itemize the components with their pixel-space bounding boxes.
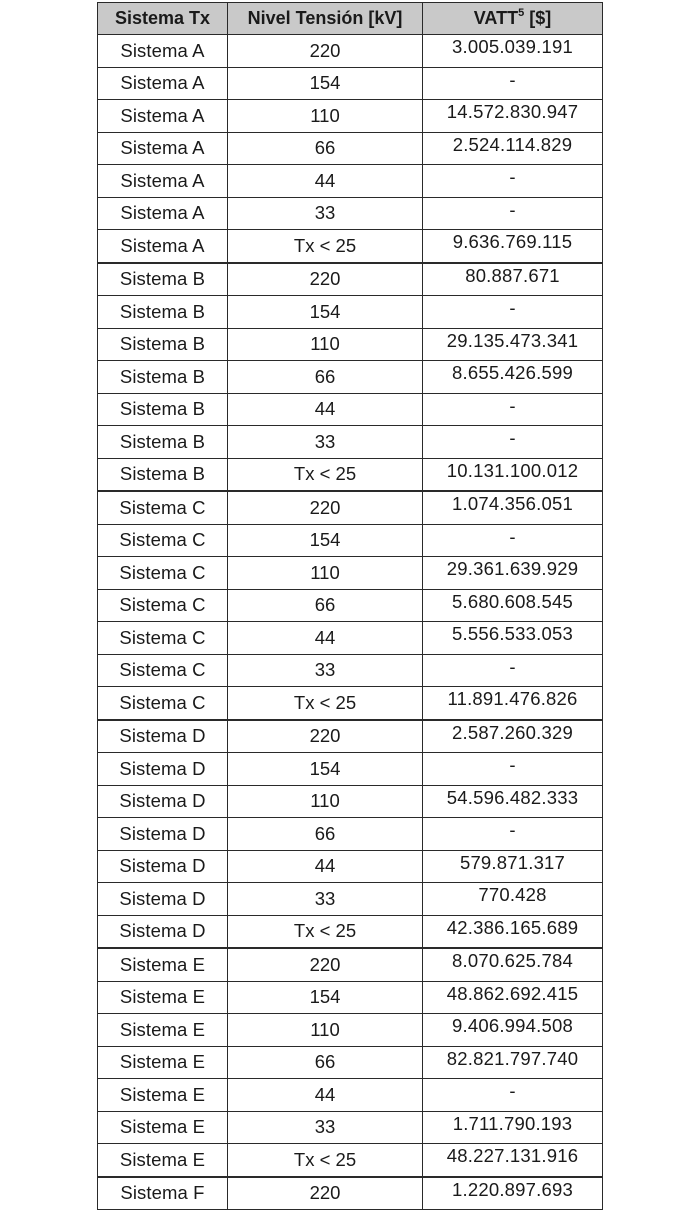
- header-system: Sistema Tx: [98, 3, 228, 35]
- cell-voltage: 220: [228, 263, 423, 296]
- cell-system: Sistema B: [98, 393, 228, 426]
- table-row: [98, 654, 603, 687]
- table-row: [98, 622, 603, 655]
- cell-vatt: -: [423, 1079, 603, 1112]
- table-row: [98, 458, 603, 491]
- table-row: [98, 589, 603, 622]
- cell-system: Sistema A: [98, 230, 228, 263]
- cell-system: Sistema A: [98, 165, 228, 198]
- cell-voltage: 110: [228, 1014, 423, 1047]
- cell-vatt: -: [423, 393, 603, 426]
- table-row: [98, 687, 603, 720]
- table-row: [98, 67, 603, 100]
- table-row: [98, 100, 603, 133]
- cell-vatt: 5.556.533.053: [423, 622, 603, 655]
- cell-vatt: -: [423, 67, 603, 100]
- table-row: [98, 296, 603, 329]
- cell-voltage: 220: [228, 1177, 423, 1210]
- cell-vatt: 1.220.897.693: [423, 1177, 603, 1210]
- table-row: [98, 35, 603, 68]
- cell-voltage: 66: [228, 132, 423, 165]
- table-row: [98, 165, 603, 198]
- cell-voltage: 110: [228, 557, 423, 590]
- table-row: [98, 491, 603, 524]
- cell-voltage: Tx < 25: [228, 230, 423, 263]
- cell-vatt: -: [423, 818, 603, 851]
- cell-vatt: 2.587.260.329: [423, 720, 603, 753]
- header-vatt-footnote: 5: [518, 7, 525, 19]
- cell-vatt: 48.862.692.415: [423, 981, 603, 1014]
- cell-voltage: 33: [228, 426, 423, 459]
- cell-system: Sistema C: [98, 654, 228, 687]
- cell-voltage: 33: [228, 1111, 423, 1144]
- cell-system: Sistema C: [98, 589, 228, 622]
- cell-voltage: 66: [228, 361, 423, 394]
- cell-voltage: 110: [228, 785, 423, 818]
- cell-vatt: 29.135.473.341: [423, 328, 603, 361]
- header-voltage: Nivel Tensión [kV]: [228, 3, 423, 35]
- cell-system: Sistema A: [98, 100, 228, 133]
- cell-system: Sistema A: [98, 197, 228, 230]
- table-row: [98, 524, 603, 557]
- table-row: [98, 850, 603, 883]
- cell-vatt: -: [423, 197, 603, 230]
- cell-voltage: Tx < 25: [228, 687, 423, 720]
- cell-voltage: 33: [228, 883, 423, 916]
- table-row: [98, 426, 603, 459]
- cell-voltage: Tx < 25: [228, 915, 423, 948]
- cell-system: Sistema B: [98, 361, 228, 394]
- table-row: [98, 1177, 603, 1210]
- cell-voltage: 220: [228, 35, 423, 68]
- cell-vatt: 11.891.476.826: [423, 687, 603, 720]
- header-vatt-unit: [$]: [524, 8, 552, 28]
- cell-vatt: 3.005.039.191: [423, 35, 603, 68]
- table-row: [98, 1079, 603, 1112]
- cell-vatt: 9.636.769.115: [423, 230, 603, 263]
- cell-vatt: 579.871.317: [423, 850, 603, 883]
- cell-voltage: 154: [228, 753, 423, 786]
- cell-vatt: 2.524.114.829: [423, 132, 603, 165]
- cell-vatt: 42.386.165.689: [423, 915, 603, 948]
- cell-vatt: 14.572.830.947: [423, 100, 603, 133]
- cell-voltage: Tx < 25: [228, 1144, 423, 1177]
- cell-voltage: 44: [228, 1079, 423, 1112]
- cell-voltage: 154: [228, 981, 423, 1014]
- cell-voltage: 44: [228, 850, 423, 883]
- cell-voltage: 66: [228, 818, 423, 851]
- table-row: [98, 328, 603, 361]
- cell-voltage: 220: [228, 948, 423, 981]
- cell-system: Sistema D: [98, 785, 228, 818]
- cell-system: Sistema C: [98, 491, 228, 524]
- table-row: [98, 361, 603, 394]
- table-row: [98, 915, 603, 948]
- cell-vatt: -: [423, 654, 603, 687]
- cell-system: Sistema F: [98, 1177, 228, 1210]
- table-row: [98, 230, 603, 263]
- cell-system: Sistema E: [98, 1014, 228, 1047]
- cell-voltage: 154: [228, 67, 423, 100]
- cell-voltage: 154: [228, 524, 423, 557]
- cell-system: Sistema E: [98, 1111, 228, 1144]
- cell-vatt: 82.821.797.740: [423, 1046, 603, 1079]
- cell-system: Sistema E: [98, 981, 228, 1014]
- cell-vatt: 48.227.131.916: [423, 1144, 603, 1177]
- cell-voltage: 220: [228, 720, 423, 753]
- vatt-table: [97, 2, 603, 1210]
- cell-voltage: 66: [228, 589, 423, 622]
- cell-vatt: 770.428: [423, 883, 603, 916]
- cell-vatt: 5.680.608.545: [423, 589, 603, 622]
- cell-voltage: 220: [228, 491, 423, 524]
- table-row: [98, 393, 603, 426]
- cell-vatt: -: [423, 524, 603, 557]
- table-row: [98, 132, 603, 165]
- cell-system: Sistema B: [98, 328, 228, 361]
- cell-voltage: 66: [228, 1046, 423, 1079]
- cell-system: Sistema B: [98, 458, 228, 491]
- table-row: [98, 720, 603, 753]
- table-row: [98, 557, 603, 590]
- table-row: [98, 948, 603, 981]
- table-row: [98, 197, 603, 230]
- cell-voltage: 44: [228, 622, 423, 655]
- table-row: [98, 981, 603, 1014]
- table-header: [98, 3, 603, 35]
- cell-system: Sistema B: [98, 296, 228, 329]
- cell-system: Sistema D: [98, 753, 228, 786]
- cell-vatt: -: [423, 165, 603, 198]
- cell-vatt: 1.074.356.051: [423, 491, 603, 524]
- cell-vatt: 9.406.994.508: [423, 1014, 603, 1047]
- cell-voltage: 110: [228, 328, 423, 361]
- cell-system: Sistema D: [98, 915, 228, 948]
- cell-system: Sistema A: [98, 67, 228, 100]
- cell-vatt: -: [423, 296, 603, 329]
- header-vatt: [423, 3, 603, 35]
- cell-vatt: 1.711.790.193: [423, 1111, 603, 1144]
- cell-system: Sistema B: [98, 263, 228, 296]
- cell-voltage: 33: [228, 197, 423, 230]
- table-row: [98, 1144, 603, 1177]
- table-row: [98, 753, 603, 786]
- cell-system: Sistema A: [98, 35, 228, 68]
- table-row: [98, 1111, 603, 1144]
- table-row: [98, 818, 603, 851]
- cell-voltage: 110: [228, 100, 423, 133]
- cell-system: Sistema C: [98, 524, 228, 557]
- cell-voltage: Tx < 25: [228, 458, 423, 491]
- cell-system: Sistema D: [98, 850, 228, 883]
- cell-voltage: 33: [228, 654, 423, 687]
- cell-system: Sistema C: [98, 622, 228, 655]
- cell-vatt: 8.070.625.784: [423, 948, 603, 981]
- cell-system: Sistema E: [98, 1079, 228, 1112]
- table-body: [98, 35, 603, 1210]
- cell-system: Sistema C: [98, 557, 228, 590]
- cell-vatt: 29.361.639.929: [423, 557, 603, 590]
- cell-voltage: 44: [228, 165, 423, 198]
- header-row: [98, 3, 603, 35]
- cell-vatt: -: [423, 753, 603, 786]
- cell-vatt: 54.596.482.333: [423, 785, 603, 818]
- cell-voltage: 44: [228, 393, 423, 426]
- cell-system: Sistema E: [98, 1046, 228, 1079]
- cell-system: Sistema E: [98, 1144, 228, 1177]
- cell-vatt: -: [423, 426, 603, 459]
- header-vatt-label: VATT: [473, 8, 519, 28]
- cell-vatt: 8.655.426.599: [423, 361, 603, 394]
- table-row: [98, 785, 603, 818]
- cell-vatt: 10.131.100.012: [423, 458, 603, 491]
- cell-system: Sistema D: [98, 720, 228, 753]
- cell-system: Sistema C: [98, 687, 228, 720]
- table-row: [98, 883, 603, 916]
- table-row: [98, 1014, 603, 1047]
- cell-system: Sistema D: [98, 818, 228, 851]
- cell-system: Sistema E: [98, 948, 228, 981]
- cell-system: Sistema B: [98, 426, 228, 459]
- cell-system: Sistema A: [98, 132, 228, 165]
- table-row: [98, 263, 603, 296]
- cell-vatt: 80.887.671: [423, 263, 603, 296]
- cell-system: Sistema D: [98, 883, 228, 916]
- cell-voltage: 154: [228, 296, 423, 329]
- table-row: [98, 1046, 603, 1079]
